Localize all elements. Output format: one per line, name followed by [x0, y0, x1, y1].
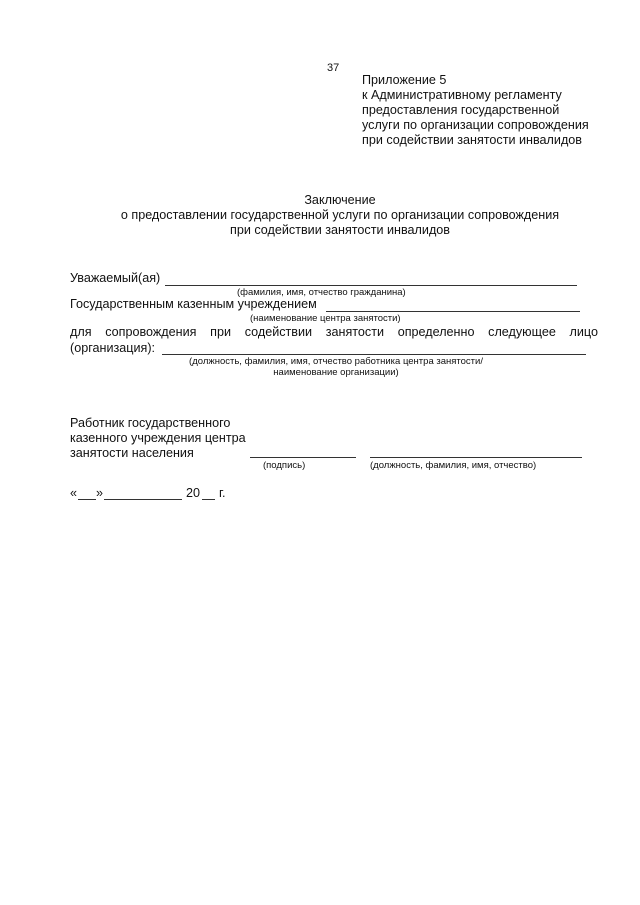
document-title: [60, 193, 620, 238]
date-day-line[interactable]: [78, 499, 96, 500]
date-close-quote: »: [96, 486, 104, 500]
escort-word: содействии: [244, 325, 313, 339]
escort-word: занятости: [325, 325, 385, 339]
escort-word: сопровождения: [105, 325, 197, 339]
position-field-line[interactable]: [370, 457, 582, 458]
date-year-line[interactable]: [202, 499, 215, 500]
organization-label: (организация):: [70, 341, 156, 355]
escort-word: определенно: [397, 325, 475, 339]
appendix-line: услуги по организации сопровождения: [362, 118, 589, 132]
worker-line-2: казенного учреждения центра: [70, 431, 246, 445]
dear-field-line[interactable]: [165, 285, 577, 286]
person-caption-line-2: наименование организации): [273, 367, 399, 378]
appendix-line: к Административному регламенту: [362, 88, 562, 102]
position-caption: (должность, фамилия, имя, отчество): [370, 460, 537, 471]
title-line-1: о предоставлении государственной услуги по организации сопровождения: [120, 208, 560, 222]
signature-caption: (подпись): [263, 460, 306, 471]
escort-word: при: [210, 325, 232, 339]
escort-word: следующее: [488, 325, 556, 339]
institution-caption: (наименование центра занятости): [250, 313, 401, 324]
dear-label: Уважаемый(ая): [70, 271, 161, 285]
appendix-line: Приложение 5: [362, 73, 447, 87]
worker-line-3: занятости населения: [70, 446, 194, 460]
date-month-line[interactable]: [104, 499, 182, 500]
organization-field-line[interactable]: [162, 354, 586, 355]
escort-line: [70, 325, 598, 340]
institution-field-line[interactable]: [326, 311, 580, 312]
date-year-suffix: г.: [219, 486, 226, 500]
appendix-line: при содействии занятости инвалидов: [362, 133, 582, 147]
worker-block: [70, 416, 246, 461]
appendix-line: предоставления государственной: [362, 103, 560, 117]
institution-label: Государственным казенным учреждением: [70, 297, 317, 311]
person-caption-line-1: (должность, фамилия, имя, отчество работника центра занятости/: [189, 356, 483, 367]
escort-word: лицо: [569, 325, 598, 339]
appendix-block: [362, 73, 589, 148]
dear-caption: (фамилия, имя, отчество гражданина): [237, 287, 406, 298]
page-number: 37: [327, 62, 340, 74]
title-heading: Заключение: [304, 193, 376, 207]
signature-field-line[interactable]: [250, 457, 356, 458]
date-year-prefix: 20: [186, 486, 201, 500]
title-line-2: при содействии занятости инвалидов: [230, 223, 450, 237]
escort-word: для: [70, 325, 92, 339]
date-open-quote: «: [70, 486, 78, 500]
person-caption: [162, 356, 510, 378]
worker-line-1: Работник государственного: [70, 416, 231, 430]
